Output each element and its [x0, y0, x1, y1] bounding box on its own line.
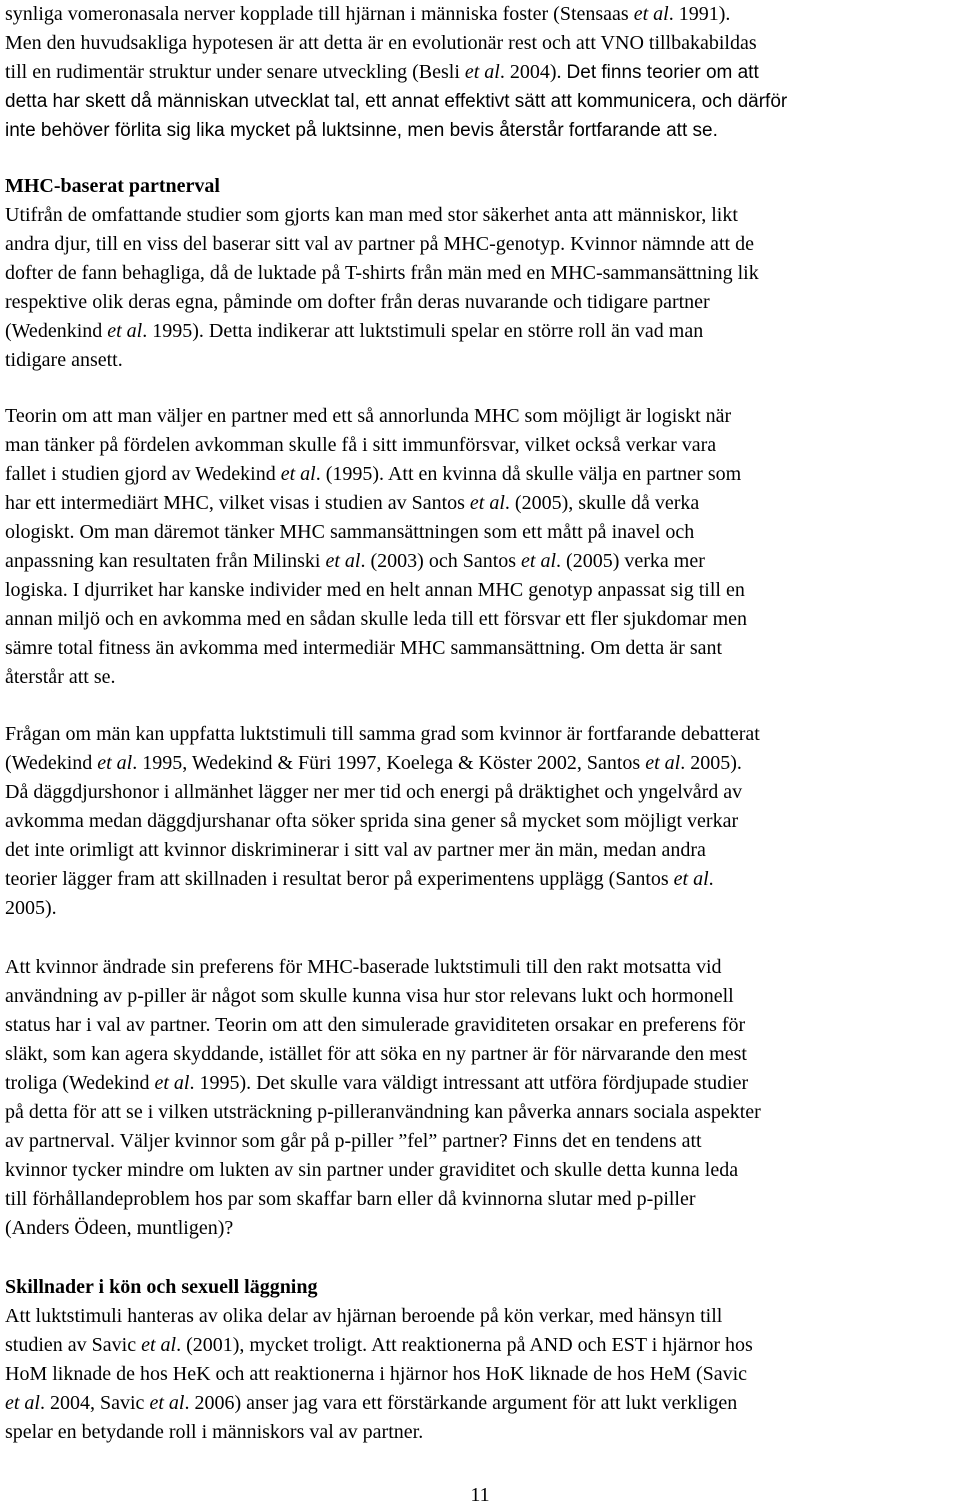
- text-run: (Anders Ödeen, muntligen)?: [5, 1217, 234, 1239]
- text-run: ologiskt. Om man däremot tänker MHC sammansättningen som ett mått på inavel och: [5, 521, 695, 543]
- text-run: . (1995). Att en kvinna då skulle välja en partner som: [315, 463, 742, 485]
- text-run: synliga vomeronasala nerver kopplade till hjärnan i människa foster (Stensaas: [5, 3, 634, 25]
- text-line: [5, 547, 705, 576]
- text-line: [5, 1389, 737, 1418]
- text-run: användning av p-piller är något som skulle kunna visa hur stor relevans lukt och hormonell: [5, 985, 734, 1007]
- citation-italic: et al: [633, 3, 669, 25]
- text-run: Att luktstimuli hanteras av olika delar av hjärnan beroende på kön verkar, med hänsyn till: [5, 1305, 723, 1327]
- text-line: [5, 1418, 423, 1447]
- text-run: . 2004, Savic: [40, 1392, 150, 1414]
- text-run: Teorin om att man väljer en partner med ett så annorlunda MHC som möjligt är logiskt när: [5, 405, 732, 427]
- text-line: [5, 518, 694, 547]
- page-number: 11: [470, 1484, 490, 1506]
- text-line: [5, 605, 747, 634]
- text-run: respektive olik deras egna, påminde om dofter från deras nuvarande och tidigare partner: [5, 291, 710, 313]
- text-run: (Wedenkind: [5, 320, 108, 342]
- text-run: . 1991).: [668, 3, 731, 25]
- text-line: [5, 982, 734, 1011]
- text-run: av partnerval. Väljer kvinnor som går på p-piller ”fel” partner? Finns det en tendens att: [5, 1130, 702, 1152]
- text-run: studien av Savic: [5, 1334, 142, 1356]
- text-run: . 1995). Detta indikerar att luktstimuli spelar en större roll än vad man: [142, 320, 704, 342]
- text-run: sämre total fitness än avkomma med intermediär MHC sammansättning. Om detta är sant: [5, 637, 723, 659]
- citation-italic: et al: [469, 492, 505, 514]
- text-line: [5, 346, 123, 375]
- text-line: [5, 87, 787, 116]
- text-run: Utifrån de omfattande studier som gjorts kan man med stor säkerhet anta att människor, likt: [5, 204, 738, 226]
- text-line: [5, 317, 703, 346]
- citation-italic: et al: [141, 1334, 177, 1356]
- text-line: [5, 460, 741, 489]
- text-line: [5, 1069, 748, 1098]
- text-run: . (2005), skulle då verka: [504, 492, 700, 514]
- text-line: [5, 720, 760, 749]
- text-run: kvinnor tycker mindre om lukten av sin partner under graviditet och skulle detta kunna leda: [5, 1159, 739, 1181]
- text-run: 2005).: [5, 897, 57, 919]
- text-run: troliga (Wedekind: [5, 1072, 155, 1094]
- text-run: Frågan om män kan uppfatta luktstimuli till samma grad som kvinnor är fortfarande debatterat: [5, 723, 760, 745]
- citation-italic: et al: [149, 1392, 185, 1414]
- text-run: . (2003) och Santos: [360, 550, 522, 572]
- text-line: [5, 1360, 747, 1389]
- citation-italic: et al: [107, 320, 143, 342]
- text-line: [5, 116, 718, 145]
- text-run: . 2004).: [499, 61, 567, 83]
- text-line: [5, 1185, 696, 1214]
- section-heading-sex-differences: Skillnader i kön och sexuell läggning: [5, 1276, 318, 1298]
- citation-italic: et al: [464, 61, 500, 83]
- text-run: detta har skett då människan utvecklat tal, ett annat effektivt sätt att kommunicera, och därför: [5, 91, 788, 112]
- text-run: avkomma medan däggdjurshanar ofta söker sprida sina gener så mycket som möjligt verkar: [5, 810, 739, 832]
- citation-italic: et al: [97, 752, 133, 774]
- text-run: har ett intermediärt MHC, vilket visas i studien av Santos: [5, 492, 470, 514]
- citation-italic: et al: [154, 1072, 190, 1094]
- text-run: till förhållandeproblem hos par som skaffar barn eller då kvinnorna slutar med p-piller: [5, 1188, 696, 1210]
- text-line: [5, 894, 57, 923]
- text-run: till en rudimentär struktur under senare utveckling (Besli: [5, 61, 465, 83]
- text-line: [5, 1040, 747, 1069]
- text-run: . (2001), mycket troligt. Att reaktionerna på AND och EST i hjärnor hos: [176, 1334, 753, 1356]
- text-run: teorier lägger fram att skillnaden i resultat beror på experimentens upplägg (Santos: [5, 868, 674, 890]
- text-run: Att kvinnor ändrade sin preferens för MHC-baserade luktstimuli till den rakt motsatta vid: [5, 956, 722, 978]
- text-run: Då däggdjurshonor i allmänhet lägger ner mer tid och energi på dräktighet och yngelvård av: [5, 781, 743, 803]
- text-run: spelar en betydande roll i människors val av partner.: [5, 1421, 424, 1443]
- text-line: [5, 749, 742, 778]
- text-run: HoM liknade de hos HeK och att reaktionerna i hjärnor hos HoK liknade de hos HeM (Savic: [5, 1363, 748, 1385]
- text-line: [5, 29, 757, 58]
- text-line: [5, 953, 722, 982]
- text-line: [5, 576, 745, 605]
- text-line: [5, 836, 706, 865]
- text-line: [5, 1127, 702, 1156]
- text-run: logiska. I djurriket har kanske individer med en helt annan MHC genotyp anpassat sig till en: [5, 579, 745, 601]
- text-run: . (2005) verka mer: [556, 550, 705, 572]
- citation-italic: et al: [325, 550, 361, 572]
- text-line: [5, 288, 710, 317]
- text-line: [5, 1156, 738, 1185]
- text-run: Men den huvudsakliga hypotesen är att detta är en evolutionär rest och att VNO tillbakabildas: [5, 32, 757, 54]
- text-line: [5, 807, 738, 836]
- text-run: man tänker på fördelen avkomman skulle få i sitt immunförsvar, vilket också verkar vara: [5, 434, 717, 456]
- citation-italic: et al: [5, 1392, 40, 1414]
- text-run: på detta för att se i vilken utsträckning p-pilleranvändning kan påverka annars sociala aspekter: [5, 1101, 761, 1123]
- text-line: [5, 402, 731, 431]
- text-run: annan miljö och en avkomma med en sådan skulle leda till ett försvar ett fler sjukdomar men: [5, 608, 748, 630]
- text-line: [5, 489, 699, 518]
- text-line: [5, 1331, 753, 1360]
- text-line: [5, 1302, 722, 1331]
- text-run: inte behöver förlita sig lika mycket på luktsinne, men bevis återstår fortfarande att se.: [5, 120, 718, 141]
- text-run: Det finns teorier om att: [566, 62, 759, 83]
- text-run: det inte orimligt att kvinnor diskriminerar i sitt val av partner mer än män, medan andra: [5, 839, 706, 861]
- text-line: [5, 634, 722, 663]
- text-line: [5, 0, 730, 29]
- text-run: anpassning kan resultaten från Milinski: [5, 550, 326, 572]
- text-run: fallet i studien gjord av Wedekind: [5, 463, 281, 485]
- text-run: status har i val av partner. Teorin om att den simulerade graviditeten orsakar en preferens för: [5, 1014, 746, 1036]
- text-run: .: [708, 868, 714, 890]
- text-line: [5, 865, 714, 894]
- text-run: dofter de fann behagliga, då de luktade på T-shirts från män med en MHC-sammansättning lik: [5, 262, 759, 284]
- citation-italic: et al: [645, 752, 681, 774]
- text-run: (Wedekind: [5, 752, 98, 774]
- text-run: . 2006) anser jag vara ett förstärkande argument för att lukt verkligen: [184, 1392, 738, 1414]
- text-line: [5, 431, 716, 460]
- text-line: [5, 1011, 745, 1040]
- text-line: [5, 1098, 761, 1127]
- citation-italic: et al: [280, 463, 316, 485]
- text-run: andra djur, till en viss del baserar sitt val av partner på MHC-genotyp. Kvinnor nämnde att de: [5, 233, 754, 255]
- text-run: återstår att se.: [5, 666, 116, 688]
- citation-italic: et al: [521, 550, 557, 572]
- text-line: [5, 201, 738, 230]
- section-heading-mhc: MHC-baserat partnerval: [5, 175, 220, 197]
- text-run: . 1995). Det skulle vara väldigt intressant att utföra fördjupade studier: [189, 1072, 749, 1094]
- text-line: [5, 778, 742, 807]
- text-run: släkt, som kan agera skyddande, istället för att söka en ny partner är för närvarande den mest: [5, 1043, 747, 1065]
- text-run: . 2005).: [680, 752, 742, 774]
- text-line: [5, 259, 759, 288]
- text-line: [5, 1214, 233, 1243]
- text-run: . 1995, Wedekind & Füri 1997, Koelega & Köster 2002, Santos: [132, 752, 646, 774]
- text-line: [5, 230, 754, 259]
- text-run: tidigare ansett.: [5, 349, 123, 371]
- citation-italic: et al: [673, 868, 709, 890]
- text-line: [5, 663, 116, 692]
- text-line: [5, 58, 759, 87]
